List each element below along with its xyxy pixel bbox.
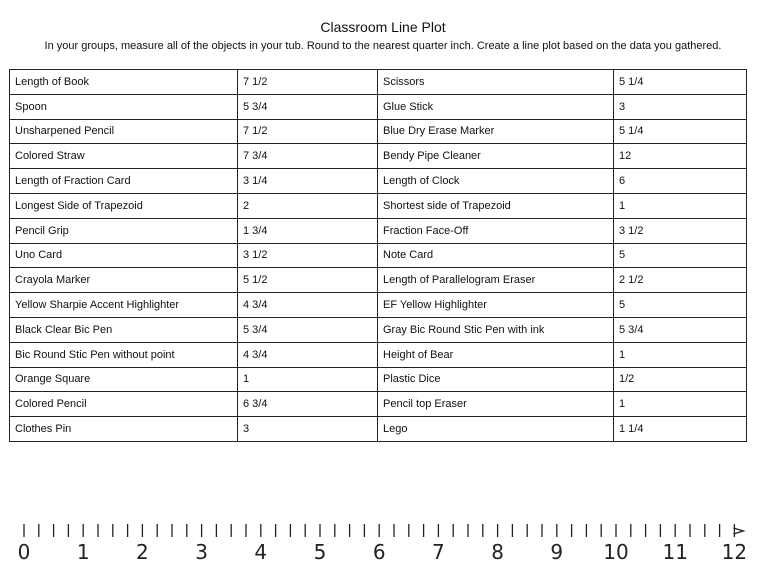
item-name-cell: Bic Round Stic Pen without point — [10, 342, 238, 367]
table-row — [10, 218, 747, 243]
table-row — [10, 367, 747, 392]
measurement-cell: 1 — [614, 392, 747, 417]
item-name-cell: Lego — [378, 417, 614, 442]
item-name-cell: Pencil Grip — [10, 218, 238, 243]
page-title: Classroom Line Plot — [320, 19, 446, 35]
number-line-label: 9 — [550, 540, 564, 564]
number-line-label: 2 — [136, 540, 149, 564]
measurement-cell: 5 1/4 — [614, 119, 747, 144]
instructions-text: In your groups, measure all of the objects in your tub. Round to the nearest quarter inch. Create a line plot based on the data you gathered. — [44, 40, 722, 52]
item-name-cell: Gray Bic Round Stic Pen with ink — [378, 317, 614, 342]
number-line-label: 8 — [491, 540, 504, 564]
number-line — [0, 512, 766, 583]
table-row — [10, 144, 747, 169]
item-name-cell: Blue Dry Erase Marker — [378, 119, 614, 144]
number-line-label: 3 — [195, 540, 208, 564]
number-line-label: 0 — [17, 540, 31, 564]
number-line-label: 4 — [254, 540, 268, 564]
measurement-cell: 7 1/2 — [238, 70, 378, 95]
item-name-cell: Scissors — [378, 70, 614, 95]
item-name-cell: Length of Parallelogram Eraser — [378, 268, 614, 293]
table-row — [10, 342, 747, 367]
table-row — [10, 392, 747, 417]
measurement-cell: 2 1/2 — [614, 268, 747, 293]
measurement-cell: 6 3/4 — [238, 392, 378, 417]
measurement-cell: 5 3/4 — [238, 317, 378, 342]
measurement-cell: 1 — [614, 342, 747, 367]
measurement-cell: 3 — [614, 94, 747, 119]
item-name-cell: Black Clear Bic Pen — [10, 317, 238, 342]
measurement-cell: 3 1/4 — [238, 169, 378, 194]
item-name-cell: Crayola Marker — [10, 268, 238, 293]
table-row — [10, 193, 747, 218]
item-name-cell: Longest Side of Trapezoid — [10, 193, 238, 218]
measurement-cell: 5 3/4 — [238, 94, 378, 119]
measurement-cell: 4 3/4 — [238, 293, 378, 318]
measurement-cell: 5 1/2 — [238, 268, 378, 293]
measurements-table — [9, 69, 747, 442]
item-name-cell: Bendy Pipe Cleaner — [378, 144, 614, 169]
table-row — [10, 417, 747, 442]
table-row — [10, 317, 747, 342]
table-row — [10, 293, 747, 318]
measurements-table-body — [10, 70, 747, 442]
item-name-cell: Yellow Sharpie Accent Highlighter — [10, 293, 238, 318]
item-name-cell: Length of Clock — [378, 169, 614, 194]
item-name-cell: Length of Fraction Card — [10, 169, 238, 194]
item-name-cell: Colored Straw — [10, 144, 238, 169]
measurement-cell: 4 3/4 — [238, 342, 378, 367]
number-line-label: 11 — [662, 540, 688, 564]
item-name-cell: EF Yellow Highlighter — [378, 293, 614, 318]
table-row — [10, 94, 747, 119]
item-name-cell: Length of Book — [10, 70, 238, 95]
item-name-cell: Spoon — [10, 94, 238, 119]
number-line-label: 12 — [721, 540, 748, 564]
table-row — [10, 70, 747, 95]
measurement-cell: 5 — [614, 243, 747, 268]
item-name-cell: Plastic Dice — [378, 367, 614, 392]
number-line-label: 1 — [76, 540, 90, 564]
number-line-label: 10 — [603, 540, 629, 564]
measurement-cell: 3 1/2 — [614, 218, 747, 243]
item-name-cell: Fraction Face-Off — [378, 218, 614, 243]
item-name-cell: Orange Square — [10, 367, 238, 392]
item-name-cell: Shortest side of Trapezoid — [378, 193, 614, 218]
item-name-cell: Height of Bear — [378, 342, 614, 367]
measurement-cell: 7 1/2 — [238, 119, 378, 144]
item-name-cell: Unsharpened Pencil — [10, 119, 238, 144]
measurement-cell: 7 3/4 — [238, 144, 378, 169]
table-row — [10, 243, 747, 268]
measurement-cell: 5 1/4 — [614, 70, 747, 95]
item-name-cell: Clothes Pin — [10, 417, 238, 442]
measurement-cell: 1 3/4 — [238, 218, 378, 243]
measurement-cell: 1/2 — [614, 367, 747, 392]
number-line-label: 6 — [372, 540, 386, 564]
measurement-cell: 1 — [238, 367, 378, 392]
measurement-cell: 1 1/4 — [614, 417, 747, 442]
item-name-cell: Note Card — [378, 243, 614, 268]
measurement-cell: 5 3/4 — [614, 317, 747, 342]
measurement-cell: 5 — [614, 293, 747, 318]
number-line-ticks — [24, 524, 734, 537]
measurement-cell: 1 — [614, 193, 747, 218]
number-line-labels — [18, 540, 747, 564]
item-name-cell: Uno Card — [10, 243, 238, 268]
table-row — [10, 119, 747, 144]
table-row — [10, 169, 747, 194]
item-name-cell: Glue Stick — [378, 94, 614, 119]
table-row — [10, 268, 747, 293]
item-name-cell: Colored Pencil — [10, 392, 238, 417]
measurement-cell: 6 — [614, 169, 747, 194]
measurement-cell: 12 — [614, 144, 747, 169]
number-line-label: 7 — [432, 540, 445, 564]
number-line-label: 5 — [313, 540, 327, 564]
measurement-cell: 2 — [238, 193, 378, 218]
measurement-cell: 3 1/2 — [238, 243, 378, 268]
measurement-cell: 3 — [238, 417, 378, 442]
item-name-cell: Pencil top Eraser — [378, 392, 614, 417]
